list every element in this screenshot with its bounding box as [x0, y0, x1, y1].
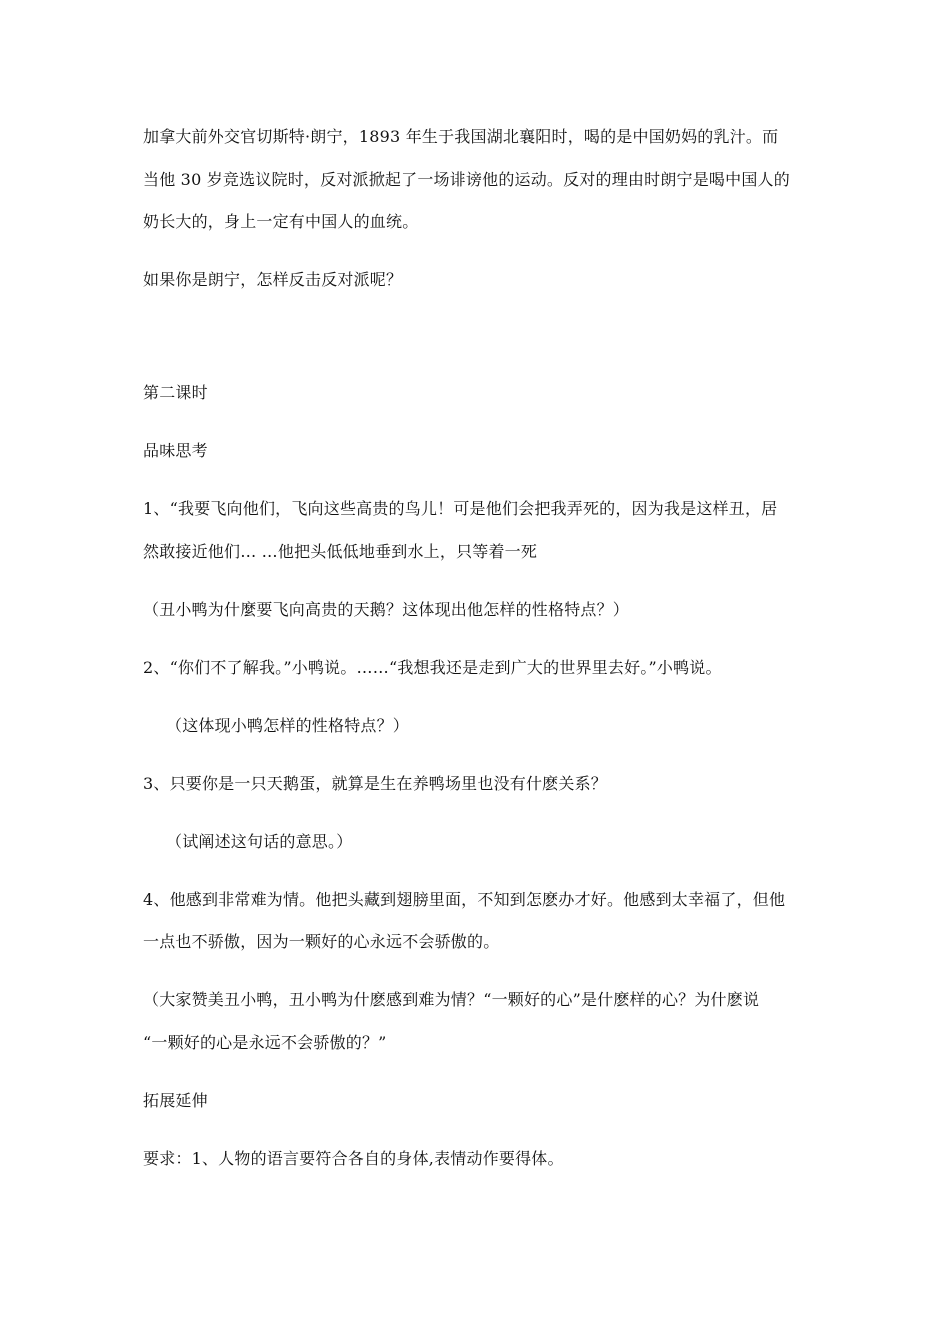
paragraph-line: 加拿大前外交官切斯特·朗宁，1893 年生于我国湖北襄阳时，喝的是中国奶妈的乳汁。而	[143, 127, 779, 146]
question-text: 如果你是朗宁，怎样反击反对派呢？	[143, 270, 403, 289]
list-item-text: 3、只要你是一只天鹅蛋，就算是生在养鸭场里也没有什麽关系？	[143, 774, 607, 793]
paragraph-line: 当他 30 岁竞选议院时，反对派掀起了一场诽谤他的运动。反对的理由时朗宁是喝中国人的	[143, 170, 790, 189]
list-item-text: 1、“我要飞向他们，飞向这些高贵的鸟儿！可是他们会把我弄死的，因为我是这样丑，居	[143, 499, 778, 518]
section-title: 第二课时	[143, 383, 208, 402]
list-item-note: （试阐述这句话的意思。）	[166, 832, 353, 851]
list-item-note: （大家赞美丑小鸭，丑小鸭为什麽感到难为情？“一颗好的心”是什麽样的心？为什麽说	[143, 990, 760, 1009]
list-item-text: 4、他感到非常难为情。他把头藏到翅膀里面，不知到怎麽办才好。他感到太幸福了，但他	[143, 890, 786, 909]
list-item-text: 2、“你们不了解我。”小鸭说。……“我想我还是走到广大的世界里去好。”小鸭说。	[143, 658, 722, 677]
requirement-text: 要求：1、人物的语言要符合各自的身体,表情动作要得体。	[143, 1149, 564, 1168]
list-item-text: 然敢接近他们… …他把头低低地垂到水上，只等着一死	[143, 542, 538, 561]
list-item-note: （这体现小鸭怎样的性格特点？）	[166, 716, 410, 735]
list-item-text: 一点也不骄傲，因为一颗好的心永远不会骄傲的。	[143, 932, 500, 951]
paragraph-line: 奶长大的，身上一定有中国人的血统。	[143, 212, 419, 231]
list-item-note: “一颗好的心是永远不会骄傲的？”	[143, 1033, 387, 1052]
subsection-heading: 拓展延伸	[143, 1091, 208, 1110]
list-item-note: （丑小鸭为什麼要飞向高贵的天鹅？这体现出他怎样的性格特点？）	[143, 600, 630, 619]
subsection-heading: 品味思考	[143, 441, 208, 460]
